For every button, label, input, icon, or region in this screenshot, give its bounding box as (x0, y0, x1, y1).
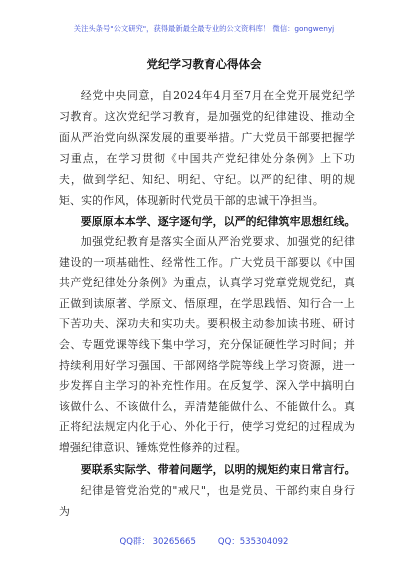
footer-contact (0, 536, 408, 548)
document-title: 党纪学习教育心得体会 (146, 57, 262, 71)
qq-contact-number: QQ：535304092 (217, 537, 289, 547)
header-banner: 关注头条号"公文研究"，获得最新最全最专业的公文资料库！ 微信：gongwenyj (73, 24, 335, 33)
qq-group-number: QQ群： 30265665 (119, 537, 196, 547)
document-body (59, 85, 355, 522)
section-heading-2: 要联系实际学、带着问题学，以明的规矩约束日常言行。 (80, 462, 356, 476)
intro-paragraph: 经党中央同意，自2024年4月至7月在全党开展党纪学习教育。这次党纪学习教育，是加强党的纪律建设、推动全面从严治党向纵深发展的重要举措。广大党员干部要把握学习重点，在学习贯彻《中国共产党纪律处分条例》上下功夫，做到学纪、知纪、明纪、守纪。以严的纪律、明的规矩、实的作风，体现新时代党员干部的忠诚干净担当。 (59, 89, 355, 207)
section-body-1: 加强党纪教育是落实全面从严治党要求、加强党的纪律建设的一项基础性、经常性工作。广大党员干部要以《中国共产党纪律处分条例》为重点，认真学习党章党规党纪，真正做到读原著、学原文、悟原理，在学思践悟、知行合一上下苦功夫、深功夫和实功夫。要积极主动参加读书班、研讨会、专题党课等线下集中学习，充分保证硬性学习时间；并持续利用好学习强国、干部网络学院等线上学习资源，进一步发挥自主学习的补充性作用。在反复学、深入学中搞明白该做什么、不该做什么，弄清楚能做什么、不能做什么。真正将纪法规定内化于心、外化于行，使学习党纪的过程成为增强纪律意识、锤炼党性修养的过程。 (59, 235, 355, 454)
section-heading-1: 要原原本本学、逐字逐句学，以严的纪律筑牢思想红线。 (80, 215, 356, 228)
section-body-2: 纪律是管党治党的"戒尺"，也是党员、干部约束自身行为 (59, 483, 355, 518)
